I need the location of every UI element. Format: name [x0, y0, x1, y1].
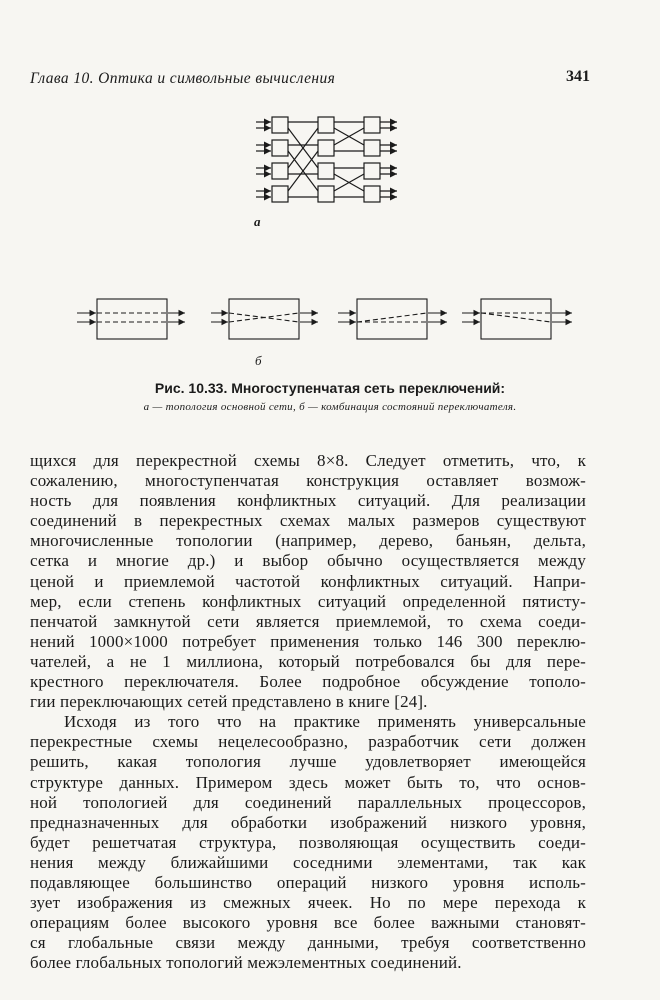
text-line: решить, какая топология лучше удовлетворяет имеющейся [30, 752, 586, 772]
switch-box [318, 117, 334, 133]
text-line: ной топологией для соединений параллельных процессоров, [30, 792, 586, 812]
text-line: чателей, а не 1 миллиона, который потребовался бы для пере- [30, 651, 586, 671]
stage-2-links [334, 122, 364, 197]
text-line: более глобальных топологий межэлементных соединений. [30, 953, 462, 973]
figure-label-a: а [254, 214, 261, 229]
text-line: гии переключающих сетей представлено в книге [24]. [30, 692, 428, 712]
page-number: 341 [566, 68, 590, 85]
text-line: мер, если степень конфликтных ситуаций определенной пятисту- [30, 591, 586, 611]
text-line: ся глобальные связи между данными, требуя соответственно [30, 933, 586, 953]
switch-box [364, 117, 380, 133]
text-line: ность для появления конфликтных ситуаций. Для реализации [30, 491, 586, 511]
switch-box [318, 163, 334, 179]
network-topology-diagram [256, 117, 397, 202]
text-line: нения между ближайшими соседними элементами, так как [30, 852, 586, 872]
text-line: структуре данных. Примером здесь может быть то, что основ- [30, 772, 586, 792]
switch-state-cross [211, 299, 318, 339]
switch-box [318, 140, 334, 156]
running-header-title: Глава 10. Оптика и символьные вычисления [30, 70, 336, 87]
text-line: крестного переключателя. Более подробное обсуждение тополо- [30, 672, 586, 692]
switch-state-lower-broadcast [338, 299, 447, 339]
switch-box [364, 140, 380, 156]
switch-box [318, 186, 334, 202]
text-line: сетка и многие др.) и выбор обычно осуществляется между [30, 551, 586, 571]
output-arrows [380, 122, 397, 197]
text-line: пенчатой замкнутой сети является приемлемой, то схема соеди- [30, 611, 586, 631]
switch-box [272, 186, 288, 202]
figure-label-b: б [255, 353, 262, 368]
text-line: подавляющее большинство операций низкого уровня исполь- [30, 872, 586, 892]
text-line: зует изображения из смежных ячеек. Но по мере перехода к [30, 893, 586, 913]
switch-state-upper-broadcast [462, 299, 572, 339]
switch-box [272, 117, 288, 133]
text-line: щихся для перекрестной схемы 8×8. Следует отметить, что, к [30, 451, 586, 470]
text-line: предназначенных для обработки изображений низкого уровня, [30, 812, 586, 832]
switch-box [364, 163, 380, 179]
stage-1-links [288, 122, 318, 197]
text-line: ценой и приемлемой частотой конфликтных ситуаций. Напри- [30, 571, 586, 591]
figure-caption: Рис. 10.33. Многоступенчатая сеть переключений: [154, 380, 506, 396]
text-line: нений 1000×1000 потребует применения только 146 300 переклю- [30, 631, 586, 651]
switch-box [272, 140, 288, 156]
figure-legend: а — топология основной сети, б — комбинация состояний переключателя. [143, 401, 517, 413]
body-text [30, 451, 586, 973]
text-line: будет решетчатая структура, позволяющая осуществить соеди- [30, 832, 586, 852]
text-line: операциям более высокого уровня все более важными становят- [30, 913, 586, 933]
switch-box [364, 186, 380, 202]
text-line: соединений в перекрестных схемах малых размеров существуют [30, 511, 586, 531]
switch-states-diagram [77, 299, 572, 339]
text-line: Исходя из того что на практике применять универсальные [64, 712, 586, 732]
text-line: многочисленные топологии (например, дерево, баньян, дельта, [30, 531, 586, 551]
text-line: перекрестные схемы нецелесообразно, разработчик сети должен [30, 732, 586, 752]
figure-switching-network [0, 0, 660, 380]
switch-box [272, 163, 288, 179]
input-arrows [256, 122, 271, 197]
text-line: сожалению, многоступенчатая конструкция оставляет возмож- [30, 471, 586, 491]
switch-state-straight [77, 299, 185, 339]
